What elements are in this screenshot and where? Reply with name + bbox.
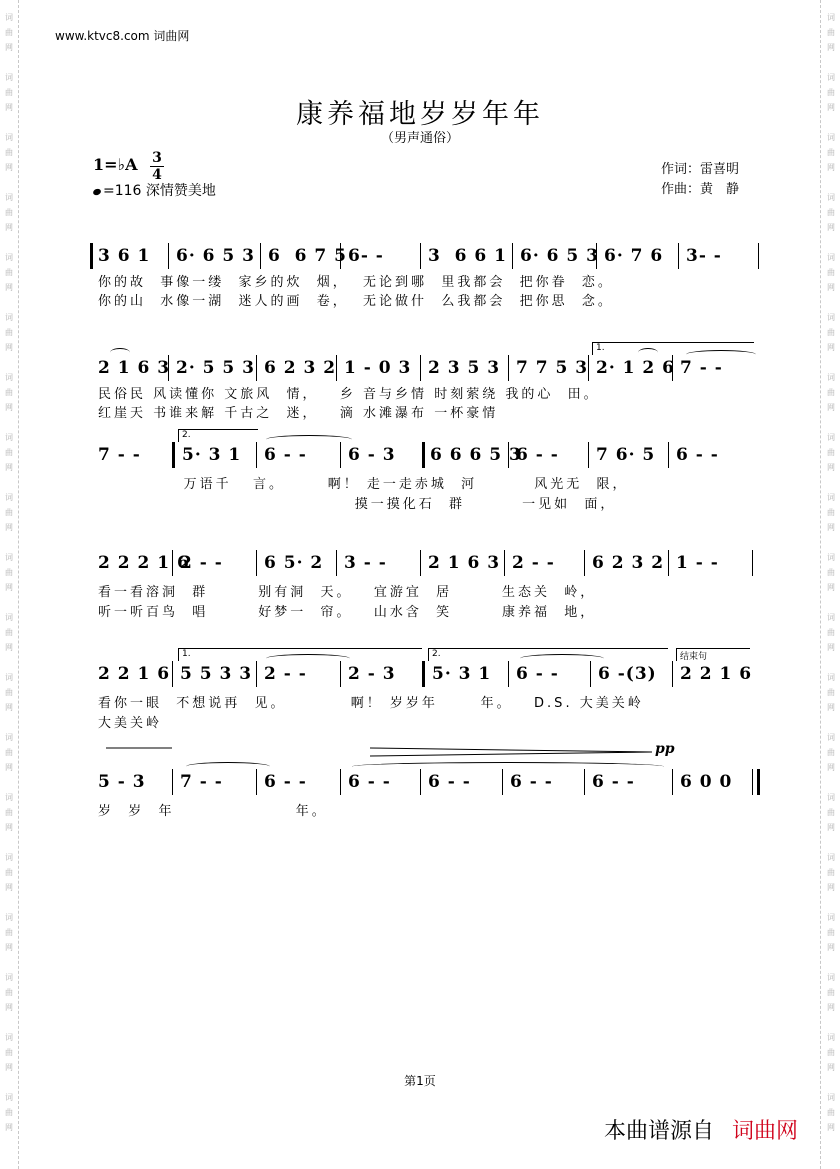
- measure: 6 - -: [264, 445, 307, 465]
- watermark-char: 网: [5, 343, 13, 352]
- watermark-char: 网: [5, 1063, 13, 1072]
- watermark-char: 词: [5, 433, 13, 442]
- measure: 6 2 3 2: [592, 553, 665, 573]
- watermark-char: 网: [5, 1003, 13, 1012]
- measure: 2 - 3: [348, 664, 396, 684]
- watermark-char: 曲: [5, 808, 13, 817]
- watermark-char: 曲: [5, 28, 13, 37]
- watermark-char: 曲: [827, 868, 835, 877]
- watermark-char: 词: [827, 913, 835, 922]
- song-title: 康养福地岁岁年年: [296, 99, 544, 130]
- measure: 6 0 0: [680, 772, 733, 792]
- watermark-char: 曲: [827, 1048, 835, 1057]
- measure: 2 2 1 6: [680, 664, 753, 684]
- watermark-char: 词: [5, 13, 13, 22]
- watermark-char: 曲: [827, 508, 835, 517]
- watermark-char: 曲: [827, 988, 835, 997]
- watermark-char: 词: [5, 133, 13, 142]
- watermark-char: 曲: [827, 448, 835, 457]
- watermark-char: 词: [827, 73, 835, 82]
- watermark-char: 曲: [5, 448, 13, 457]
- measure: 6· 6 5 3: [176, 246, 255, 266]
- lyrics-verse-1: 民俗民 风读懂你 文旅风 情， 乡 音与乡情 时刻萦绕 我的心 田。: [98, 387, 600, 402]
- measure: 2 - -: [264, 664, 307, 684]
- watermark-char: 词: [5, 253, 13, 262]
- watermark-char: 词: [5, 913, 13, 922]
- watermark-char: 网: [5, 403, 13, 412]
- watermark-char: 网: [5, 163, 13, 172]
- watermark-char: 词: [827, 133, 835, 142]
- watermark-char: 词: [5, 73, 13, 82]
- watermark-char: 词: [827, 373, 835, 382]
- hairpin-upper: [370, 748, 652, 752]
- ending-bracket: 结束句: [676, 648, 750, 661]
- lyrics-verse-1: 岁 岁 年 年。: [98, 804, 328, 819]
- watermark-char: 曲: [827, 148, 835, 157]
- watermark-char: 曲: [5, 868, 13, 877]
- watermark-char: 网: [827, 703, 835, 712]
- watermark-char: 词: [5, 493, 13, 502]
- watermark-char: 曲: [5, 628, 13, 637]
- hairpin-lower: [370, 752, 652, 756]
- measure: 6 6 6 5 3: [430, 445, 522, 465]
- watermark-char: 词: [5, 853, 13, 862]
- key-signature: 1=♭A: [93, 155, 138, 174]
- measure: 2 - -: [180, 553, 223, 573]
- watermark-char: 网: [5, 223, 13, 232]
- measure: 1 - 0 3: [344, 358, 412, 378]
- measure: 6- -: [348, 246, 384, 266]
- measure: 7 - -: [98, 445, 141, 465]
- time-sig-bottom: 4: [150, 166, 164, 183]
- watermark-char: 词: [5, 1033, 13, 1042]
- measure: 2· 5 5 3: [176, 358, 255, 378]
- watermark-char: 网: [827, 823, 835, 832]
- watermark-char: 词: [827, 433, 835, 442]
- watermark-char: 曲: [5, 928, 13, 937]
- watermark-char: 词: [827, 193, 835, 202]
- watermark-char: 网: [827, 763, 835, 772]
- watermark-char: 网: [5, 103, 13, 112]
- lyrics-verse-2: 你的山 水像一湖 迷人的画 卷， 无论做什 么我都会 把你思 念。: [98, 294, 614, 309]
- watermark-char: 词: [827, 1033, 835, 1042]
- watermark-char: 网: [5, 643, 13, 652]
- watermark-char: 词: [5, 553, 13, 562]
- measure: 3- -: [686, 246, 722, 266]
- watermark-char: 词: [827, 853, 835, 862]
- lyrics-verse-2: 大美关岭: [98, 716, 163, 731]
- watermark-char: 词: [5, 793, 13, 802]
- volta-bracket-1: 1.: [592, 342, 754, 355]
- watermark-char: 词: [827, 1093, 835, 1102]
- lyrics-verse-1: 万语千 言。 啊！ 走一走赤城 河 风光无 限，: [98, 477, 629, 492]
- watermark-char: 曲: [5, 568, 13, 577]
- measure: 2 1 6 3: [98, 358, 171, 378]
- tempo-text: =116 深情赞美地: [103, 183, 216, 199]
- measure: 7 - -: [680, 358, 723, 378]
- watermark-char: 曲: [827, 928, 835, 937]
- measure: 2 2 2 1 6: [98, 553, 190, 573]
- watermark-char: 网: [827, 523, 835, 532]
- measure: 2· 1 2 6: [596, 358, 675, 378]
- measure: 6 2 3 2: [264, 358, 337, 378]
- watermark-char: 网: [827, 1063, 835, 1072]
- measure: 6 - -: [592, 772, 635, 792]
- watermark-char: 曲: [827, 688, 835, 697]
- measure: 1 - -: [676, 553, 719, 573]
- watermark-char: 词: [827, 13, 835, 22]
- measure: 6 - -: [676, 445, 719, 465]
- watermark-char: 词: [827, 793, 835, 802]
- watermark-char: 词: [5, 313, 13, 322]
- lyrics-verse-1: 看你一眼 不想说再 见。 啊！ 岁岁年 年。 D.S. 大美关岭: [98, 696, 644, 711]
- watermark-char: 曲: [827, 208, 835, 217]
- watermark-char: 词: [5, 193, 13, 202]
- watermark-char: 网: [827, 403, 835, 412]
- watermark-char: 词: [827, 553, 835, 562]
- watermark-char: 词: [827, 733, 835, 742]
- measure: 6 - -: [428, 772, 471, 792]
- watermark-char: 网: [5, 703, 13, 712]
- measure: 2 - -: [512, 553, 555, 573]
- watermark-char: 词: [827, 253, 835, 262]
- site-header: www.ktvc8.com 词曲网: [55, 29, 190, 43]
- watermark-char: 网: [827, 223, 835, 232]
- composer: 作曲：黄 静: [661, 182, 740, 197]
- watermark-char: 词: [5, 613, 13, 622]
- source-brand[interactable]: 词曲网: [732, 1119, 799, 1144]
- measure: 2 3 5 3: [428, 358, 501, 378]
- watermark-char: 网: [5, 583, 13, 592]
- measure: 6 - 3: [348, 445, 396, 465]
- lyricist: 作词：雷喜明: [661, 162, 740, 177]
- watermark-char: 网: [827, 1003, 835, 1012]
- source-prefix: 本曲谱源自: [604, 1119, 715, 1144]
- watermark-char: 曲: [5, 1048, 13, 1057]
- dynamic-marking: pp: [655, 741, 675, 757]
- watermark-char: 词: [5, 673, 13, 682]
- measure: 3 6 1: [98, 246, 151, 266]
- measure: 6· 6 5 3: [520, 246, 599, 266]
- watermark-char: 曲: [5, 268, 13, 277]
- watermark-char: 网: [827, 283, 835, 292]
- measure: 5· 3 1: [182, 445, 242, 465]
- volta-bracket-2: 2.: [428, 648, 668, 661]
- volta-bracket-1: 1.: [178, 648, 422, 661]
- watermark-char: 曲: [827, 268, 835, 277]
- watermark-char: 网: [5, 1123, 13, 1132]
- watermark-char: 曲: [5, 988, 13, 997]
- measure: 3 - -: [344, 553, 387, 573]
- watermark-char: 曲: [827, 628, 835, 637]
- watermark-char: 曲: [827, 1108, 835, 1117]
- watermark-char: 曲: [5, 508, 13, 517]
- watermark-char: 曲: [5, 328, 13, 337]
- watermark-char: 词: [827, 493, 835, 502]
- watermark-char: 曲: [827, 88, 835, 97]
- watermark-char: 网: [827, 583, 835, 592]
- watermark-char: 曲: [827, 328, 835, 337]
- watermark-char: 词: [827, 313, 835, 322]
- watermark-char: 曲: [827, 808, 835, 817]
- watermark-char: 网: [827, 643, 835, 652]
- watermark-char: 曲: [827, 568, 835, 577]
- lyrics-verse-1: 看一看溶洞 群 别有洞 天。 宜游宜 居 生态关 岭，: [98, 585, 597, 600]
- watermark-char: 网: [827, 883, 835, 892]
- measure: 2 1 6 3: [428, 553, 501, 573]
- measure: 6 - -: [348, 772, 391, 792]
- watermark-char: 曲: [827, 28, 835, 37]
- page-number: 第1页: [404, 1074, 436, 1088]
- watermark-char: 网: [827, 1123, 835, 1132]
- lyrics-verse-2: 红崖天 书谁来解 千古之 迷， 滴 水滩瀑布 一杯豪情: [98, 406, 499, 421]
- watermark-char: 词: [827, 673, 835, 682]
- watermark-char: 词: [5, 973, 13, 982]
- watermark-char: 曲: [5, 148, 13, 157]
- watermark-char: 曲: [5, 688, 13, 697]
- measure: 6 - -: [516, 445, 559, 465]
- measure: 7 6· 5: [596, 445, 656, 465]
- watermark-char: 曲: [5, 1108, 13, 1117]
- watermark-char: 网: [5, 883, 13, 892]
- time-sig-top: 3: [152, 150, 162, 166]
- source-credit: [604, 1114, 798, 1145]
- measure: 6 - -: [264, 772, 307, 792]
- lyrics-verse-2: 摸一摸化石 群 一见如 面，: [98, 497, 617, 512]
- watermark-char: 网: [5, 463, 13, 472]
- measure: 3 6 6 1: [428, 246, 507, 266]
- watermark-char: 网: [827, 103, 835, 112]
- watermark-char: 网: [5, 43, 13, 52]
- measure: 6 - -: [510, 772, 553, 792]
- watermark-char: 网: [5, 283, 13, 292]
- watermark-char: 词: [827, 973, 835, 982]
- watermark-char: 词: [5, 733, 13, 742]
- watermark-char: 曲: [827, 388, 835, 397]
- watermark-char: 网: [827, 43, 835, 52]
- watermark-char: 曲: [5, 748, 13, 757]
- measure: 6 - -: [516, 664, 559, 684]
- measure: 5 - 3: [98, 772, 146, 792]
- measure: 6 6 7 5: [268, 246, 347, 266]
- measure: 6 -(3): [598, 664, 657, 684]
- lyrics-verse-1: 你的故 事像一缕 家乡的炊 烟， 无论到哪 里我都会 把你眷 恋。: [98, 275, 614, 290]
- watermark-char: 曲: [827, 748, 835, 757]
- watermark-char: 网: [5, 523, 13, 532]
- watermark-char: 词: [827, 613, 835, 622]
- volta-bracket-2: 2.: [178, 429, 258, 442]
- watermark-char: 网: [827, 163, 835, 172]
- measure: 6 5· 2: [264, 553, 324, 573]
- measure: 2 2 1 6: [98, 664, 171, 684]
- watermark-char: 曲: [5, 388, 13, 397]
- watermark-char: 曲: [5, 88, 13, 97]
- watermark-char: 网: [5, 763, 13, 772]
- measure: 7 7 5 3: [516, 358, 589, 378]
- watermark-char: 网: [5, 943, 13, 952]
- watermark-char: 曲: [5, 208, 13, 217]
- measure: 7 - -: [180, 772, 223, 792]
- measure: 6· 7 6: [604, 246, 664, 266]
- watermark-char: 网: [5, 823, 13, 832]
- watermark-char: 网: [827, 463, 835, 472]
- watermark-char: 网: [827, 343, 835, 352]
- lyrics-verse-2: 听一听百鸟 唱 好梦一 帘。 山水含 笑 康养福 地，: [98, 605, 597, 620]
- measure: 5 5 3 3: [180, 664, 253, 684]
- song-subtitle: （男声通俗）: [380, 131, 459, 146]
- watermark-char: 词: [5, 1093, 13, 1102]
- measure: 5· 3 1: [432, 664, 492, 684]
- watermark-char: 网: [827, 943, 835, 952]
- watermark-char: 词: [5, 373, 13, 382]
